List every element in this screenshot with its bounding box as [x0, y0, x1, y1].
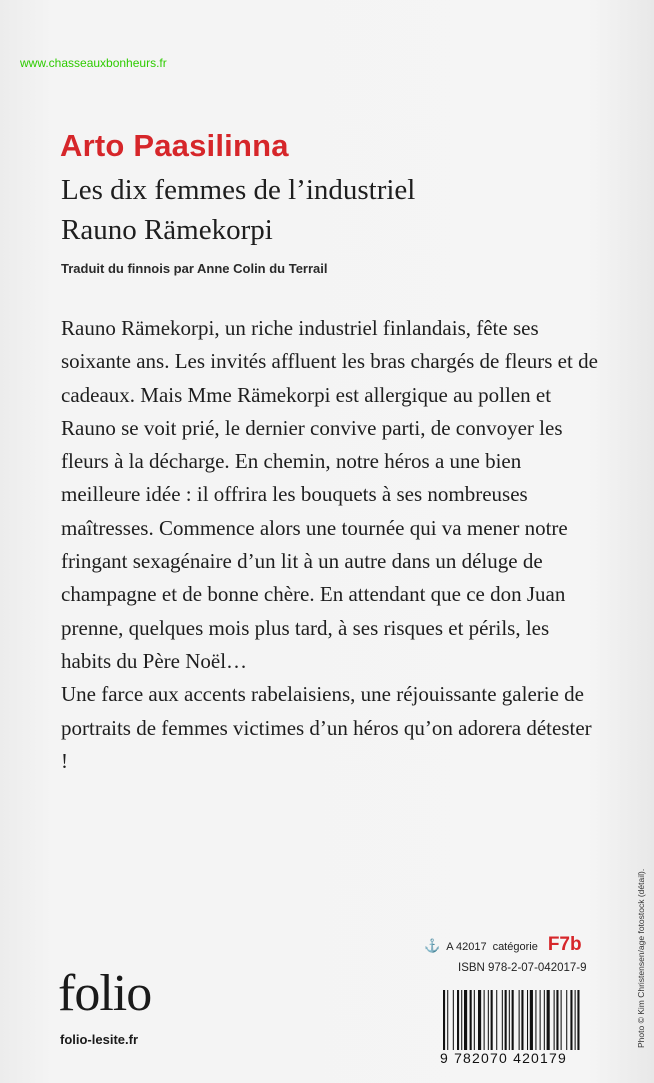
category-code: F7b	[547, 934, 582, 955]
barcode-bar	[535, 990, 536, 1050]
barcode-bar	[457, 990, 459, 1050]
barcode-bar	[484, 990, 485, 1050]
reference-row	[424, 934, 582, 956]
barcode-digits: 9 782070 420179	[440, 1050, 567, 1066]
barcode-bar	[521, 990, 523, 1050]
barcode-bar	[447, 990, 448, 1050]
publisher-logo: folio	[58, 965, 152, 1022]
barcode-bar	[491, 990, 493, 1050]
barcode-bar	[478, 990, 481, 1050]
title-line-1: Les dix femmes de l’industriel	[61, 174, 416, 206]
publisher-site[interactable]: folio-lesite.fr	[60, 1032, 139, 1047]
barcode-bar	[488, 990, 489, 1050]
title-line-2: Rauno Rämekorpi	[61, 214, 273, 246]
barcode-bar	[554, 990, 555, 1050]
photo-credit: Photo © Kim Christensen/age fotostock (détail).	[636, 868, 646, 1048]
barcode-bar	[461, 990, 462, 1050]
barcode-bar	[443, 990, 445, 1050]
barcode-bar	[561, 990, 562, 1050]
barcode-bar	[464, 990, 467, 1050]
barcode-bar	[530, 990, 533, 1050]
barcode-bar	[496, 990, 497, 1050]
barcode-bar	[505, 990, 507, 1050]
barcode-bar	[512, 990, 514, 1050]
barcode-bar	[556, 990, 558, 1050]
barcode-bar	[527, 990, 528, 1050]
barcode-bar	[502, 990, 503, 1050]
barcode-bar	[570, 990, 572, 1050]
category-label: catégorie	[492, 941, 538, 953]
barcode-bar	[547, 990, 550, 1050]
barcode-bar	[470, 990, 472, 1050]
barcode-bar	[519, 990, 520, 1050]
blurb-paragraph-2: Une farce aux accents rabelaisiens, une réjouissante galerie de portraits de femmes victimes d’un héros qu’on adorera détester !	[61, 682, 592, 773]
watermark-link[interactable]: www.chasseauxbonheurs.fr	[20, 56, 167, 70]
reference-code: A 42017	[446, 941, 487, 953]
book-title	[61, 170, 415, 250]
archive-symbol-icon: ⚓	[424, 938, 441, 953]
blurb	[61, 312, 601, 778]
author-name: Arto Paasilinna	[60, 128, 289, 163]
barcode-bar	[453, 990, 454, 1050]
barcode-bar	[575, 990, 576, 1050]
isbn: ISBN 978-2-07-042017-9	[458, 962, 587, 974]
barcode-bar	[544, 990, 545, 1050]
blurb-paragraph-1: Rauno Rämekorpi, un riche industriel finlandais, fête ses soixante ans. Les invités affluent les bras chargés de fleurs et de cadeaux. Mais Mme Rämekorpi est allergique au pollen et Rauno se voit prié, le dernier convive parti, de convoyer les fleurs à la décharge. En chemin, notre héros a une bien meilleure idée : il offrira les bouquets à ses nombreuses maîtresses. Commence alors une tournée qui va mener notre fringant sexagénaire d’un lit à un autre dans un déluge de champagne et de bonne chère. En attendant que ce don Juan prenne, quelques mois plus tard, à ses risques et périls, les habits du Père Noël…	[61, 316, 598, 673]
barcode-bar	[577, 990, 579, 1050]
barcode-bar	[540, 990, 541, 1050]
barcode	[442, 990, 622, 1050]
translator-credit: Traduit du finnois par Anne Colin du Terrail	[61, 261, 328, 276]
barcode-bar	[566, 990, 567, 1050]
barcode-bar	[509, 990, 510, 1050]
barcode-bar	[474, 990, 475, 1050]
